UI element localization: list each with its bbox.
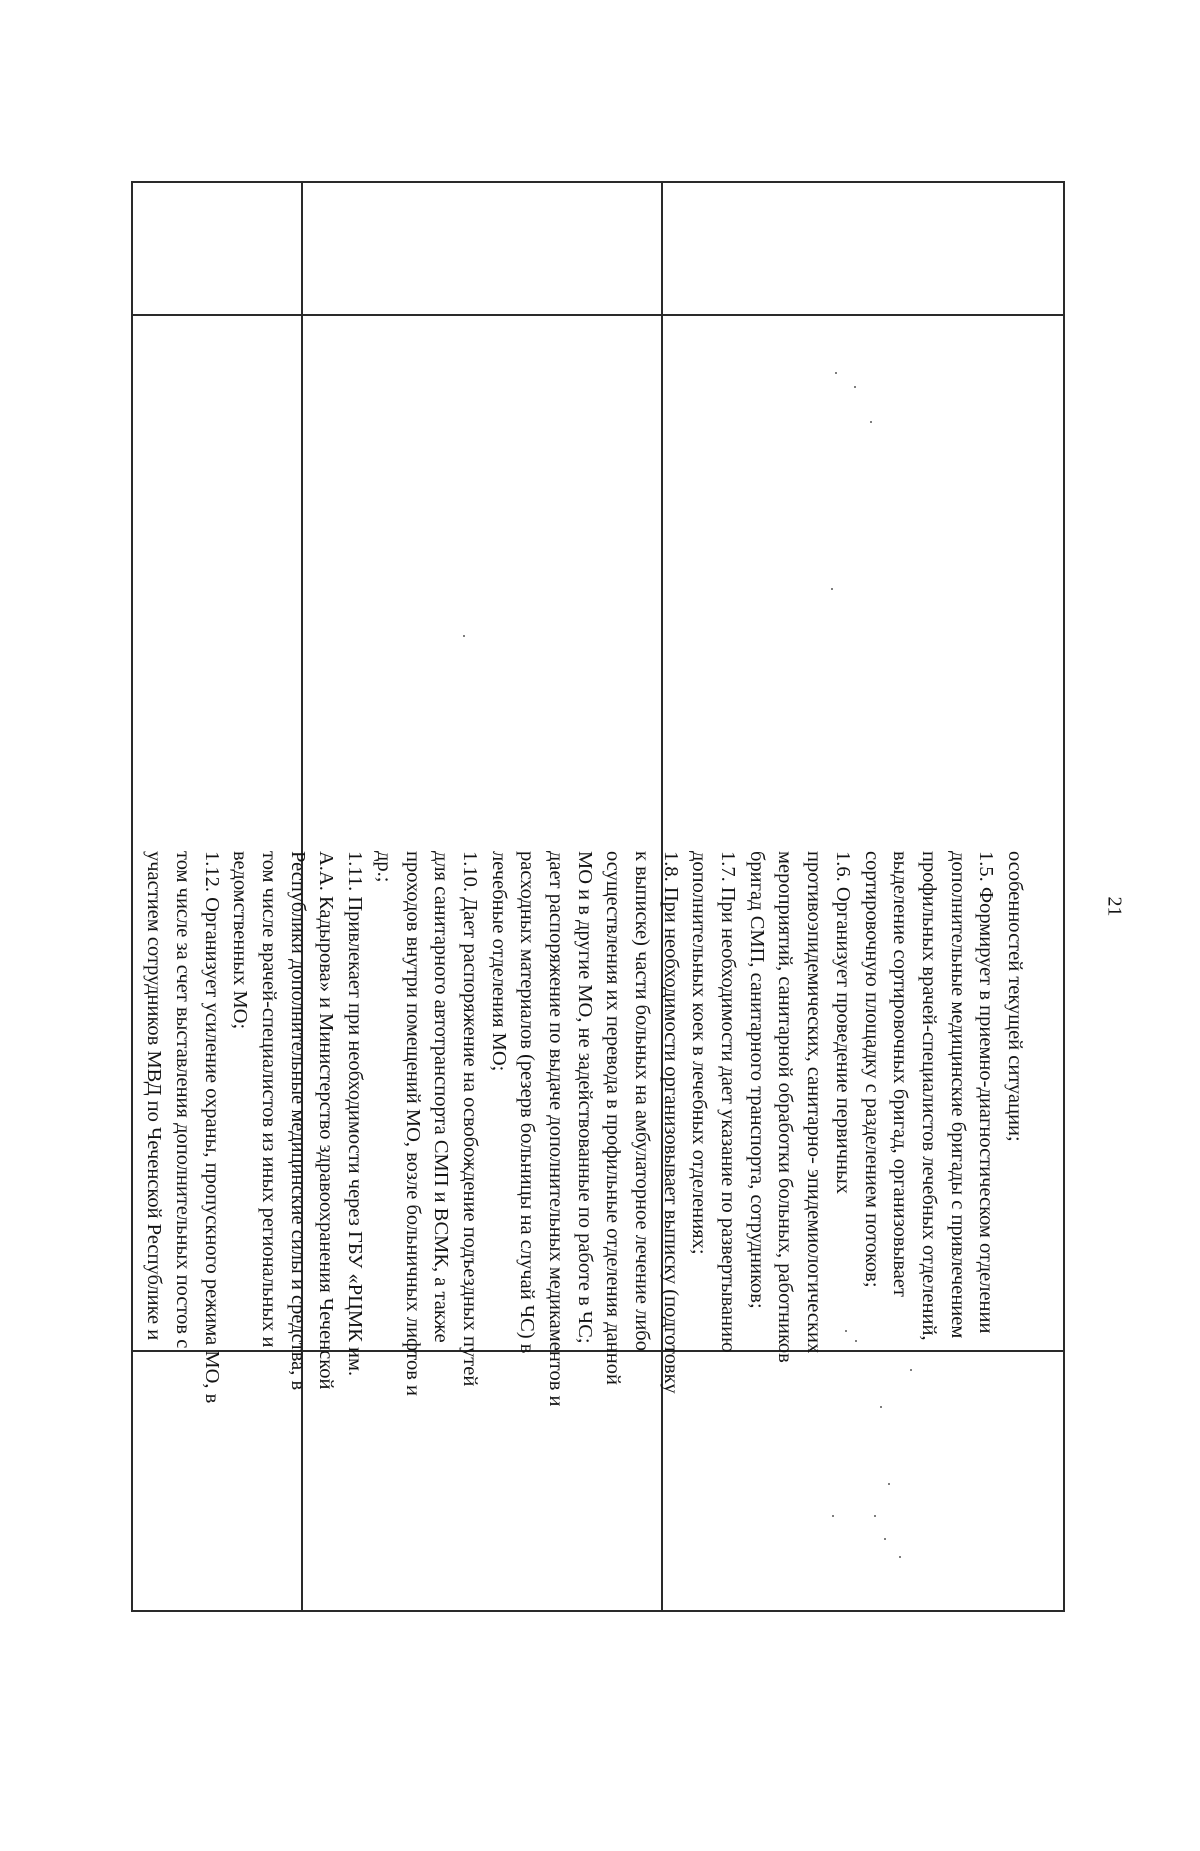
text-line: А.А. Кадырова» и Министерство здравоохранения Чеченской xyxy=(315,851,338,1390)
scan-speck xyxy=(910,1369,912,1371)
text-line: лечебные отделения МО; xyxy=(487,851,510,1072)
scan-speck xyxy=(855,1340,857,1342)
text-line: ведомственных МО; xyxy=(229,851,252,1030)
scan-speck xyxy=(854,386,856,388)
text-line: том числе врачей-специалистов из иных региональных и xyxy=(258,851,281,1348)
text-line: расходных материалов (резерв больницы на случай ЧС) в xyxy=(516,851,539,1354)
text-line: Республики дополнительные медицинские силы и средства, в xyxy=(286,851,309,1391)
text-line: для санитарного автотранспорта СМП и ВСМК, а также xyxy=(430,851,453,1343)
scan-speck xyxy=(899,1556,901,1558)
text-line: сортировочную площадку с разделением потоков; xyxy=(860,851,883,1288)
text-line: 1.7. При необходимости дает указание по развертыванию xyxy=(717,851,740,1353)
page-number: 21 xyxy=(1103,896,1126,917)
text-line: бригад СМП, санитарного транспорта, сотрудников; xyxy=(745,851,768,1309)
text-line: дополнительных коек в лечебных отделениях; xyxy=(688,851,711,1255)
text-line: к выписке) части больных на амбулаторное лечение либо xyxy=(631,851,654,1351)
text-line: том числе за счет выставления дополнительных постов с xyxy=(172,851,195,1349)
text-line: проходов внутри помещений МО, возле больничных лифтов и xyxy=(401,851,424,1397)
text-line: 1.8. При необходимости организовывает выписку (подготовку xyxy=(659,851,682,1394)
text-line: 1.10. Дает распоряжение на освобождение подъездных путей xyxy=(458,851,481,1387)
text-line: 1.5. Формирует в приемно-диагностическом отделении xyxy=(975,851,998,1334)
scan-speck xyxy=(884,1538,886,1540)
text-line: мероприятий, санитарной обработки больных, работников xyxy=(774,851,797,1363)
scan-speck xyxy=(870,421,872,423)
text-line: дополнительные медицинские бригады с привлечением xyxy=(946,851,969,1339)
scan-speck xyxy=(888,1483,890,1485)
text-line: 1.12. Организует усиление охраны, пропускного режима МО, в xyxy=(200,851,223,1404)
table-divider xyxy=(133,314,1063,316)
text-line: выделение сортировочных бригад, организовывает xyxy=(889,851,912,1297)
scan-speck xyxy=(874,1515,876,1517)
text-line: др.; xyxy=(372,851,395,883)
text-line: особенностей текущей ситуации; xyxy=(1004,851,1026,1142)
text-line: МО и в другие МО, не задействованные по работе в ЧС; xyxy=(573,851,596,1344)
text-line: дает распоряжение по выдаче дополнительных медикаментов и xyxy=(545,851,567,1407)
text-line: 1.6. Организует проведение первичных xyxy=(831,851,854,1195)
text-line: 1.11. Привлекает при необходимости через ГБУ «РЦМК им. xyxy=(344,851,367,1377)
scan-speck xyxy=(835,372,837,374)
scan-speck xyxy=(831,588,833,590)
text-line: профильных врачей-специалистов лечебных отделений, xyxy=(917,851,940,1341)
text-line: осуществления их перевода в профильные отделения данной xyxy=(602,851,625,1385)
scan-speck xyxy=(832,1515,834,1517)
text-line: противоэпидемических, санитарно- эпидемиологических xyxy=(803,851,826,1354)
scan-speck xyxy=(463,635,465,637)
scan-speck xyxy=(880,1406,882,1408)
text-line: участием сотрудников МВД по Чеченской Республике и xyxy=(143,851,166,1341)
rotated-text-block xyxy=(133,851,1029,1851)
scan-speck xyxy=(845,1330,847,1332)
